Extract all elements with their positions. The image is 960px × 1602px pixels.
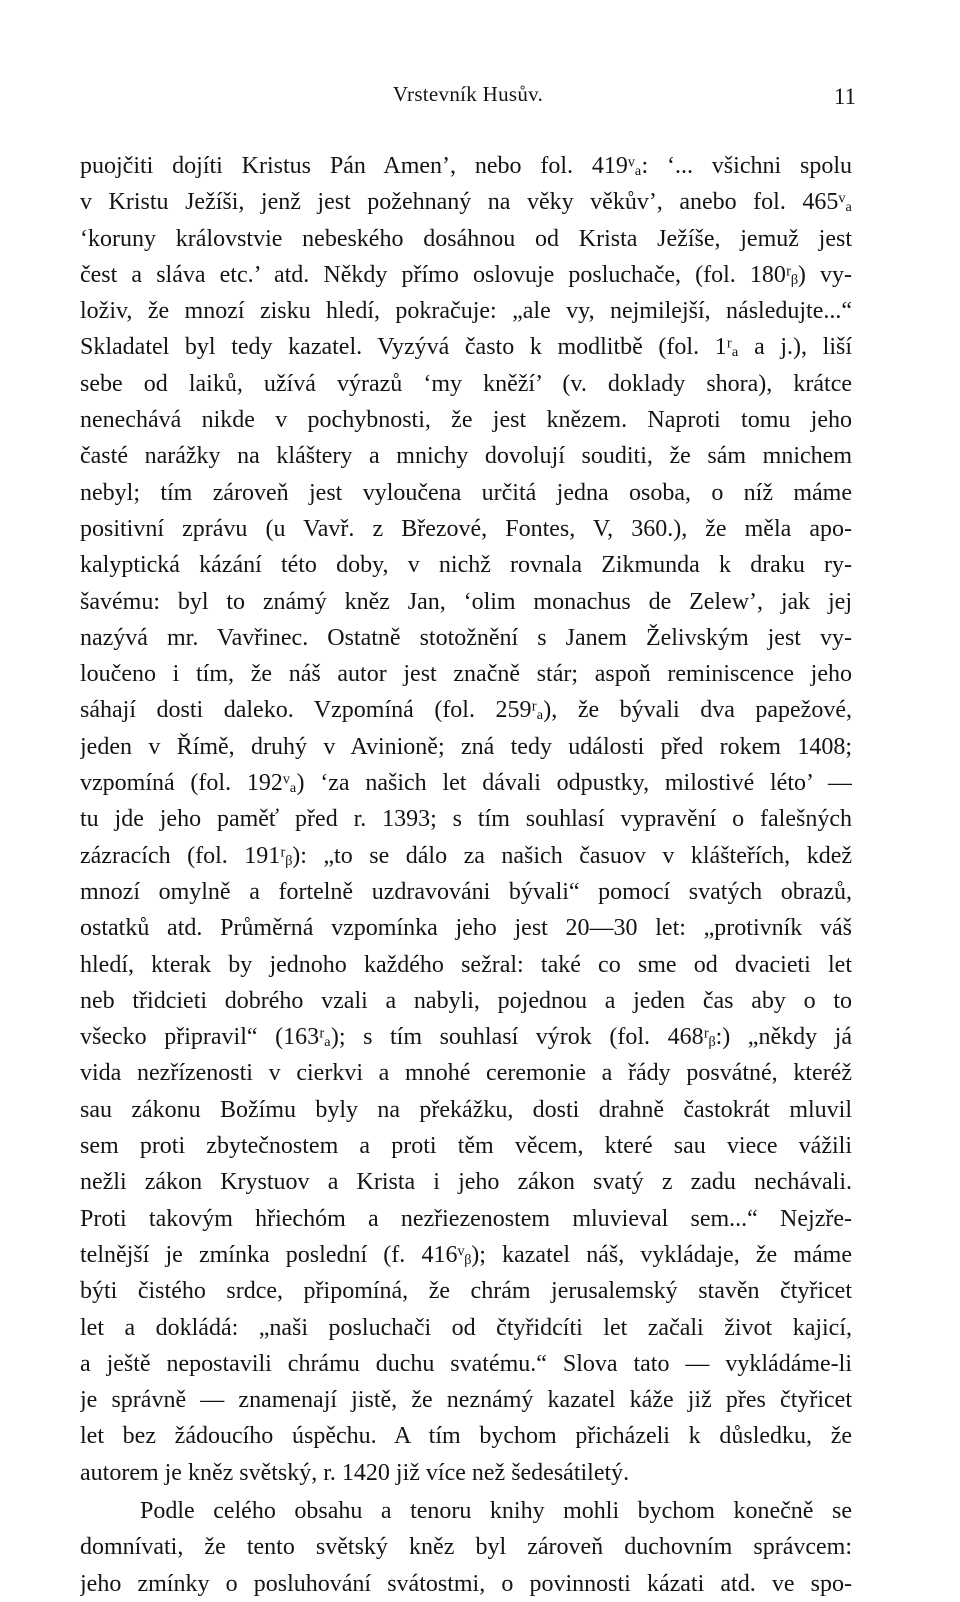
text-line: jeho zmínky o posluhování svátostmi, o povinnosti kázati atd. ve spo- [80, 1570, 852, 1597]
text-line: nazývá mr. Vavřinec. Ostatně stotožnění s Janem Želivským jest vy- [80, 624, 852, 651]
text-line: ‘koruny královstvie nebeského dosáhnou od Krista Ježíše, jemuž jest [80, 225, 852, 252]
text-line: telnější je zmínka poslední (f. 416ᵛᵦ); kazatel náš, vykládaje, že máme [80, 1241, 852, 1268]
text-line: je správně — znamenají jistě, že neznámý kazatel káže již přes čtyřicet [80, 1387, 852, 1414]
text-line: nebyl; tím zároveň jest vyloučena určitá jedna osoba, o níž máme [80, 479, 852, 506]
text-line: vzpomíná (fol. 192ᵛₐ) ‘za našich let dávali odpustky, milostivé léto’ — [80, 770, 852, 797]
text-line: Proti takovým hřiechóm a nezřiezenostem mluvieval sem...“ Nejzře- [80, 1205, 852, 1232]
text-line: šavému: byl to známý kněz Jan, ‘olim monachus de Zelew’, jak jej [80, 588, 852, 615]
text-line: loučeno i tím, že náš autor jest značně stár; aspoň reminiscence jeho [80, 661, 852, 688]
text-line: sáhají dosti daleko. Vzpomíná (fol. 259ʳₐ), že bývali dva papežové, [80, 697, 852, 724]
text-line: puojčiti dojíti Kristus Pán Amen’, nebo fol. 419ᵛₐ: ‘... všichni spolu [80, 153, 852, 179]
text-line: jeden v Římě, druhý v Avinioně; zná tedy události před rokem 1408; [80, 733, 852, 760]
text-line: Podle celého obsahu a tenoru knihy mohli bychom konečně se [140, 1497, 852, 1524]
text-line: ostatků atd. Průměrná vzpomínka jeho jest 20—30 let: „protivník váš [80, 915, 852, 942]
text-line: neb třidcieti dobrého vzali a nabyli, pojednou a jeden čas aby o to [80, 987, 852, 1014]
text-line: Skladatel byl tedy kazatel. Vyzývá často k modlitbě (fol. 1ʳₐ a j.), liší [80, 334, 852, 361]
body-text [80, 148, 852, 1602]
text-line: zázracích (fol. 191ʳᵦ): „to se dálo za našich časuov v klášteřích, kdež [80, 842, 852, 869]
text-line: čest a sláva etc.’ atd. Někdy přímo oslovuje posluchače, (fol. 180ʳᵦ) vy- [80, 261, 852, 288]
text-line: positivní zprávu (u Vavř. z Březové, Fontes, V, 360.), že měla apo- [80, 515, 852, 542]
text-line: kalyptická kázání této doby, v nichž rovnala Zikmunda k draku ry- [80, 552, 852, 579]
text-line: sau zákonu Božímu byly na překážku, dosti drahně častokrát mluvil [80, 1096, 852, 1123]
text-line: nenechává nikde v pochybnosti, že jest knězem. Naproti tomu jeho [80, 407, 852, 434]
text-line: let a dokládá: „naši posluchači od čtyřidcíti let začali život kajicí, [80, 1314, 852, 1341]
text-line: časté narážky na kláštery a mnichy dovolují souditi, že sám mnichem [80, 443, 852, 470]
text-line: býti čistého srdce, připomíná, že chrám jerusalemský stavěn čtyřicet [80, 1278, 852, 1305]
text-line: domnívati, že tento světský kněz byl zároveň duchovním správcem: [80, 1534, 852, 1561]
text-line: mnozí omylně a fortelně uzdravováni bývali“ pomocí svatých obrazů, [80, 878, 852, 905]
text-line: všecko připravil“ (163ʳₐ); s tím souhlasí výrok (fol. 468ʳᵦ:) „někdy já [80, 1024, 852, 1051]
text-line: v Kristu Ježíši, jenž jest požehnaný na věky věkův’, anebo fol. 465ᵛₐ [80, 189, 852, 216]
text-line: nežli zákon Krystuov a Krista i jeho zákon svatý z zadu nechávali. [80, 1169, 852, 1196]
text-line: loživ, že mnozí zisku hledí, pokračuje: „ale vy, nejmilejší, následujte...“ [80, 298, 852, 325]
running-title: Vrstevník Husův. [392, 82, 544, 106]
running-header [80, 82, 856, 122]
text-line: sebe od laiků, užívá výrazů ‘my kněží’ (v. doklady shora), krátce [80, 370, 852, 397]
text-line: a ještě nepostavili chrámu duchu svatému.“ Slova tato — vykládáme-li [80, 1350, 852, 1377]
text-line: let bez žádoucího úspěchu. A tím bychom přicházeli k důsledku, že [80, 1423, 852, 1450]
text-line: vida nezřízenosti v cierkvi a mnohé ceremonie a řády posvátné, kteréž [80, 1060, 852, 1087]
text-line: autorem je kněz světský, r. 1420 již více než šedesátiletý. [80, 1459, 630, 1486]
text-line: tu jde jeho paměť před r. 1393; s tím souhlasí vypravění o falešných [80, 806, 852, 833]
text-line: hledí, kterak by jednoho každého sežral: také co sme od dvacieti let [80, 951, 852, 978]
text-line: sem proti zbytečnostem a proti těm věcem, které sau viece vážili [80, 1133, 852, 1160]
page-number: 11 [833, 84, 856, 109]
